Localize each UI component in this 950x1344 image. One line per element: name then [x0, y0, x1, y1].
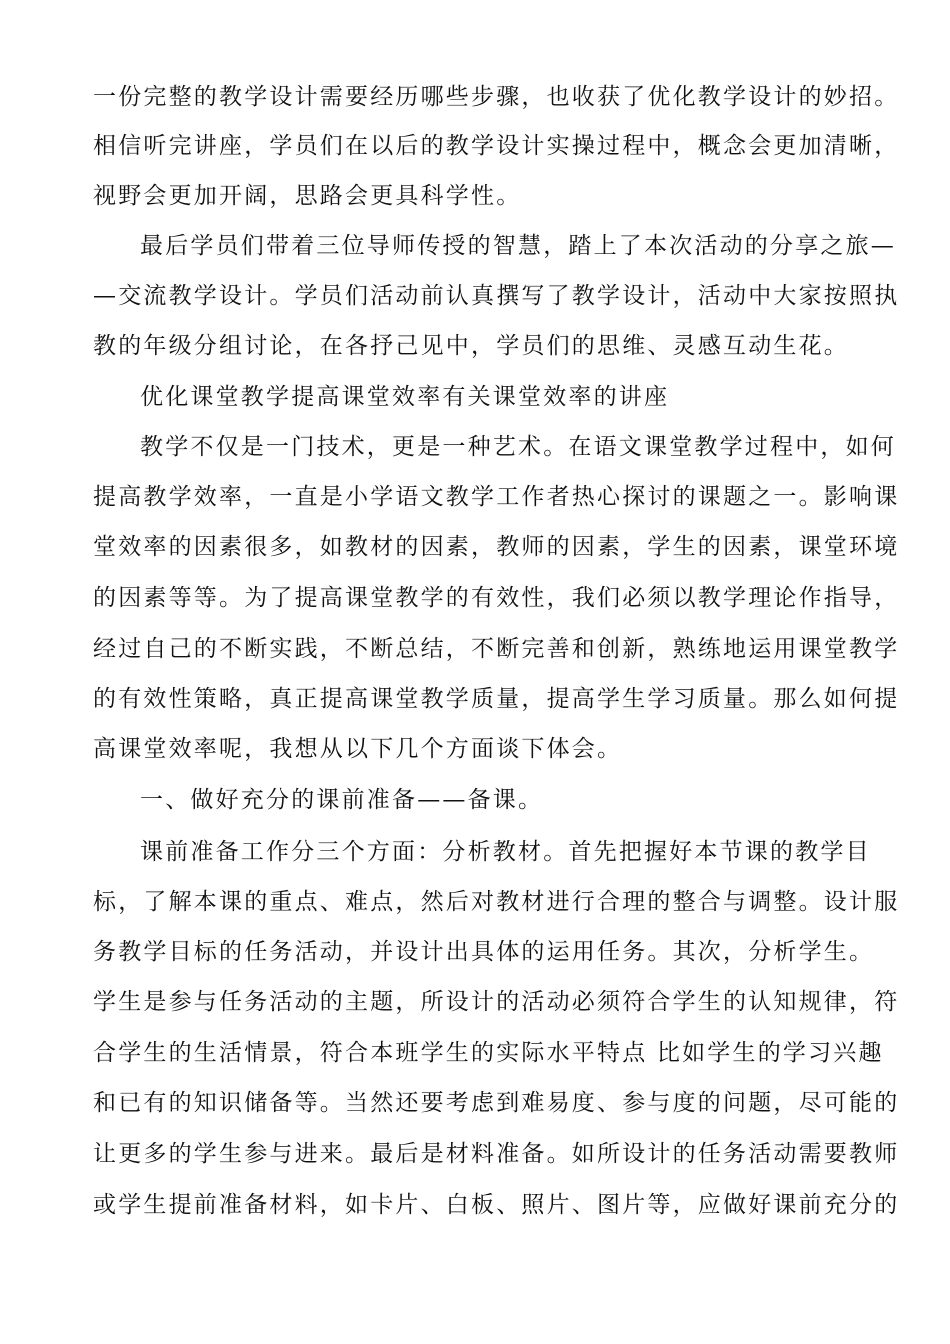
paragraph-line: 让更多的学生参与进来。最后是材料准备。如所设计的任务活动需要教师 — [93, 1141, 900, 1167]
paragraph-line: 标，了解本课的重点、难点，然后对教材进行合理的整合与调整。设计服 — [93, 889, 900, 915]
paragraph-line: 的有效性策略，真正提高课堂教学质量，提高学生学习质量。那么如何提 — [93, 686, 900, 712]
paragraph-line: 提高教学效率，一直是小学语文教学工作者热心探讨的课题之一。影响课 — [93, 484, 900, 510]
paragraph-line: 相信听完讲座，学员们在以后的教学设计实操过程中，概念会更加清晰， — [93, 133, 900, 159]
paragraph-line: 经过自己的不断实践，不断总结，不断完善和创新，熟练地运用课堂教学 — [93, 636, 900, 662]
subheading: 一、做好充分的课前准备——备课。 — [140, 787, 544, 813]
paragraph-line: 教的年级分组讨论，在各抒己见中，学员们的思维、灵感互动生花。 — [93, 333, 849, 359]
paragraph-line: 高课堂效率呢，我想从以下几个方面谈下体会。 — [93, 736, 623, 762]
paragraph-line: 或学生提前准备材料，如卡片、白板、照片、图片等，应做好课前充分的 — [93, 1192, 900, 1218]
section-heading: 优化课堂教学提高课堂效率有关课堂效率的讲座 — [140, 384, 670, 410]
paragraph-line: 最后学员们带着三位导师传授的智慧，踏上了本次活动的分享之旅— — [140, 233, 896, 259]
paragraph-line: 的因素等等。为了提高课堂教学的有效性，我们必须以教学理论作指导， — [93, 585, 900, 611]
paragraph-line: 视野会更加开阔，思路会更具科学性。 — [93, 183, 522, 209]
paragraph-line: 学生是参与任务活动的主题，所设计的活动必须符合学生的认知规律，符 — [93, 989, 900, 1015]
paragraph-line: 课前准备工作分三个方面：分析教材。首先把握好本节课的教学目 — [140, 839, 871, 865]
paragraph-line: 务教学目标的任务活动，并设计出具体的运用任务。其次，分析学生。 — [93, 939, 875, 965]
paragraph-line: 一份完整的教学设计需要经历哪些步骤，也收获了优化教学设计的妙招。 — [93, 84, 900, 110]
paragraph-line: 合学生的生活情景，符合本班学生的实际水平特点 比如学生的学习兴趣 — [93, 1040, 884, 1066]
paragraph-line: 堂效率的因素很多，如教材的因素，教师的因素，学生的因素，课堂环境 — [93, 534, 900, 560]
paragraph-line: 教学不仅是一门技术，更是一种艺术。在语文课堂教学过程中，如何 — [140, 434, 896, 460]
paragraph-line: —交流教学设计。学员们活动前认真撰写了教学设计，活动中大家按照执 — [93, 283, 900, 309]
paragraph-line: 和已有的知识储备等。当然还要考虑到难易度、参与度的问题，尽可能的 — [93, 1090, 900, 1116]
